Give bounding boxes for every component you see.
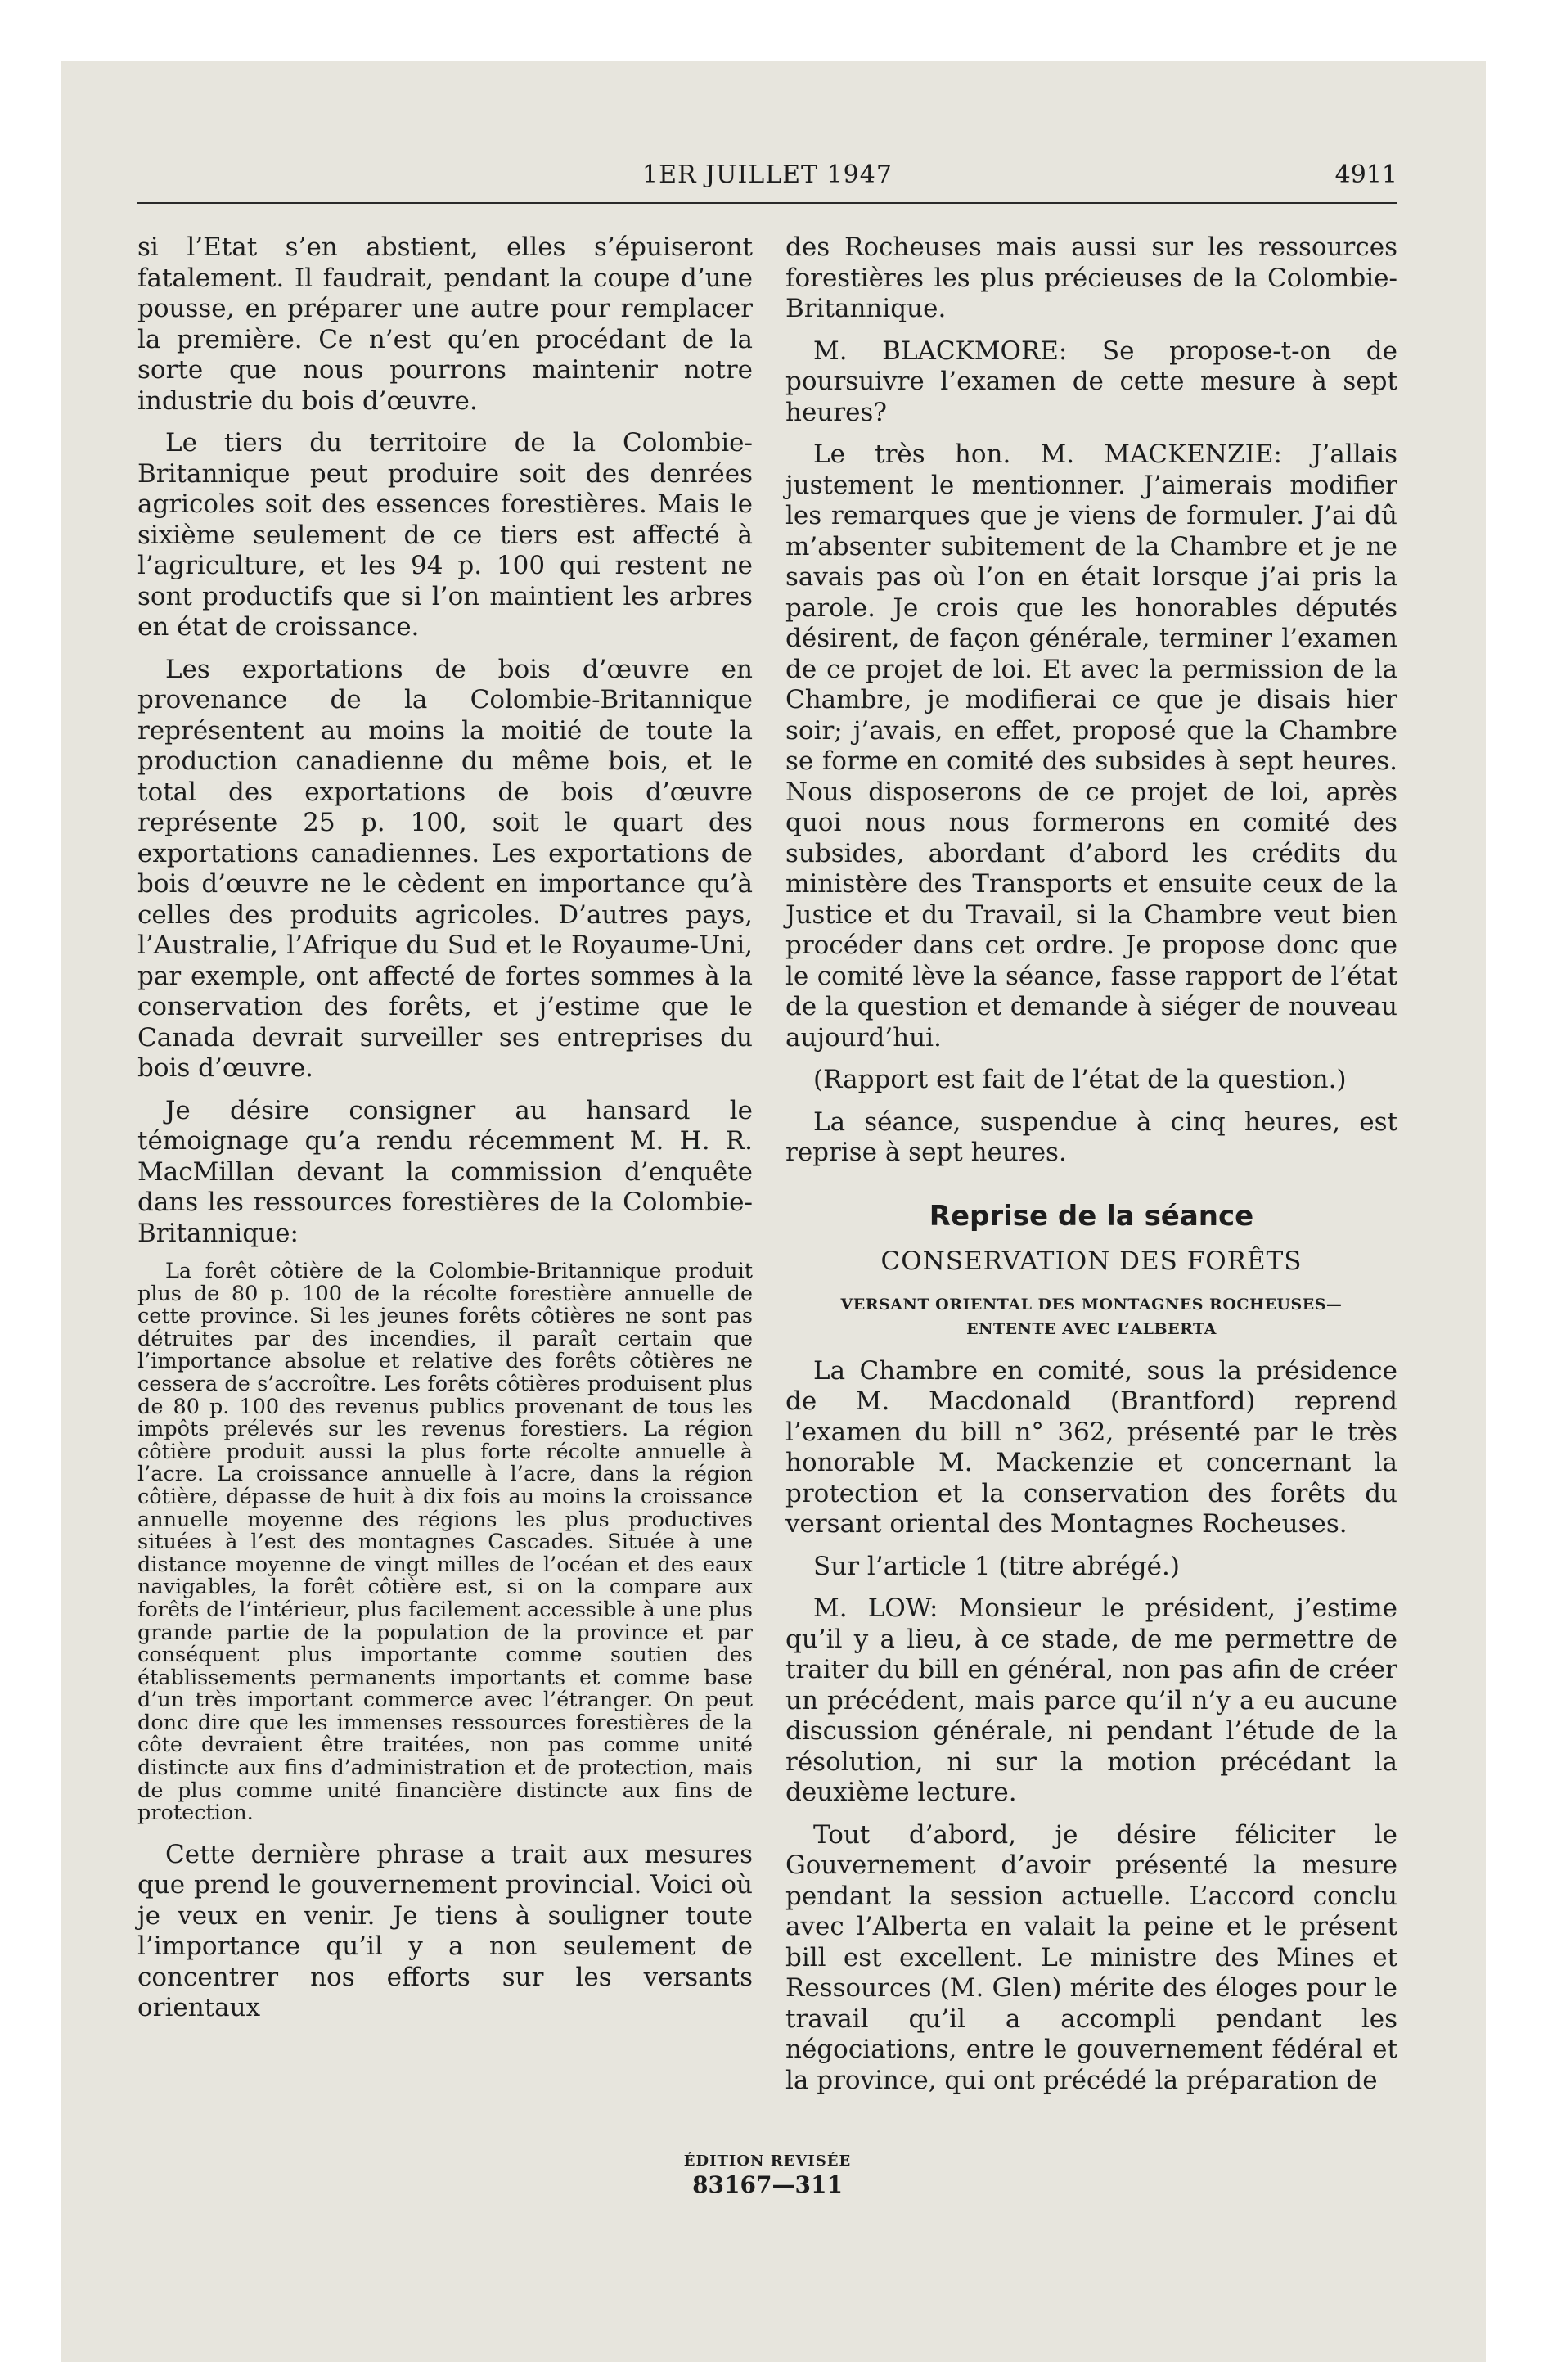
page-footer bbox=[137, 2152, 1397, 2198]
paragraph: Je désire consigner au hansard le témoignage qu’a rendu récemment M. H. R. MacMillan devant la commission d’enquête dans les ressources forestières de la Colombie-Britannique: bbox=[137, 1095, 753, 1248]
paragraph: Les exportations de bois d’œuvre en provenance de la Colombie-Britannique représentent au moins la moitié de toute la production canadienne du même bois, et le total des exportations de bois d’œuvre représente 25 p. 100, soit le quart des exportations canadiennes. Les exportations de bois d’œuvre ne le cèdent en importance qu’à celles des produits agricoles. D’autres pays, l’Australie, l’Afrique du Sud et le Royaume-Uni, par exemple, ont affecté de fortes sommes à la conservation des forêts, et j’estime que le Canada devrait surveiller ses entreprises du bois d’œuvre. bbox=[137, 654, 753, 1083]
paragraph: M. BLACKMORE: Se propose-t-on de poursuivre l’examen de cette mesure à sept heures? bbox=[785, 336, 1397, 427]
page-date: 1ER JUILLET 1947 bbox=[642, 160, 893, 189]
page-header bbox=[137, 152, 1397, 201]
paragraph: La Chambre en comité, sous la présidence de M. Macdonald (Brantford) reprend l’examen du bill n° 362, présenté par le très honorable M. Mackenzie et concernant la protection et la conservation des forêts du versant oriental des Montagnes Rocheuses. bbox=[785, 1355, 1397, 1539]
paragraph: Le très hon. M. MACKENZIE: J’allais justement le mentionner. J’aimerais modifier les remarques que je viens de formuler. J’ai dû m’absenter subitement de la Chambre et je ne savais pas où l’on en était lorsque j’ai pris la parole. Je crois que les honorables députés désirent, de façon générale, terminer l’examen de ce projet de loi. Et avec la permission de la Chambre, je modifierai ce que je disais hier soir; j’avais, en effet, proposé que la Chambre se forme en comité des subsides à sept heures. Nous disposerons de ce projet de loi, après quoi nous nous formerons en comité des subsides, abordant d’abord les crédits du ministère des Transports et ensuite ceux de la Justice et du Travail, si la Chambre veut bien procéder dans cet ordre. Je propose donc que le comité lève la séance, fasse rapport de l’état de la question et demande à siéger de nouveau aujourd’hui. bbox=[785, 439, 1397, 1053]
paragraph: si l’Etat s’en abstient, elles s’épuiseront fatalement. Il faudrait, pendant la coupe d’une pousse, en préparer une autre pour remplacer la première. Ce n’est qu’en procédant de la sorte que nous pourrons maintenir notre industrie du bois d’œuvre. bbox=[137, 232, 753, 416]
sub-heading-line: VERSANT ORIENTAL DES MONTAGNES ROCHEUSES— bbox=[840, 1295, 1343, 1314]
paragraph: (Rapport est fait de l’état de la question.) bbox=[813, 1065, 1347, 1094]
paragraph: Sur l’article 1 (titre abrégé.) bbox=[813, 1551, 1180, 1581]
paragraph: Tout d’abord, je désire féliciter le Gouvernement d’avoir présenté la mesure pendant la session actuelle. L’accord conclu avec l’Alberta en valait la peine et le présent bill est excellent. Le ministre des Mines et Ressources (M. Glen) mérite des éloges pour le travail qu’il a accompli pendant les négociations, entre le gouvernement fédéral et la province, qui ont précédé la préparation de bbox=[785, 1819, 1397, 2095]
left-column bbox=[137, 232, 753, 2035]
paragraph: La séance, suspendue à cinq heures, est reprise à sept heures. bbox=[785, 1107, 1397, 1167]
paragraph: Le tiers du territoire de la Colombie-Britannique peut produire soit des denrées agricoles soit des essences forestières. Mais le sixième seulement de ce tiers est affecté à l’agriculture, et les 94 p. 100 qui restent ne sont productifs que si l’on maintient les arbres en état de croissance. bbox=[137, 428, 753, 642]
section-heading: Reprise de la séance bbox=[929, 1199, 1254, 1233]
page-number: 4911 bbox=[1334, 160, 1397, 189]
paragraph: des Rocheuses mais aussi sur les ressources forestières les plus précieuses de la Colombie-Britannique. bbox=[785, 232, 1397, 323]
paragraph: Cette dernière phrase a trait aux mesures que prend le gouvernement provincial. Voici où je veux en venir. Je tiens à souligner toute l’importance qu’il y a non seulement de concentrer nos efforts sur les versants orientaux bbox=[137, 1839, 753, 2023]
right-column bbox=[785, 232, 1397, 2107]
edition-label: ÉDITION REVISÉE bbox=[683, 2152, 852, 2170]
paragraph: M. LOW: Monsieur le président, j’estime qu’il y a lieu, à ce stade, de me permettre de traiter du bill en général, non pas afin de créer un précédent, mais parce qu’il n’y a eu aucune discussion générale, ni pendant l’étude de la résolution, ni sur la motion précédant la deuxième lecture. bbox=[785, 1593, 1397, 1807]
quote-text: La forêt côtière de la Colombie-Britannique produit plus de 80 p. 100 de la récolte forestière annuelle de cette province. Si les jeunes forêts côtières ne sont pas détruites par des incendies, il paraît certain que l’importance absolue et relative des forêts côtières ne cessera de s’accroître. Les forêts côtières produisent plus de 80 p. 100 des revenus publics provenant de tous les impôts prélevés sur les revenus forestiers. La région côtière produit aussi la plus forte récolte annuelle à l’acre. La croissance annuelle à l’acre, dans la région côtière, dépasse de huit à dix fois au moins la croissance annuelle moyenne des régions les plus productives situées à l’est des montagnes Cascades. Située à une distance moyenne de vingt milles de l’océan et des eaux navigables, la forêt côtière est, si on la compare aux forêts de l’intérieur, plus facilement accessible à une plus grande partie de la population de la province et par conséquent plus importante comme soutien des établissements permanents importants et comme base d’un très important commerce avec l’étranger. On peut donc dire que les immenses ressources forestières de la côte devraient être traitées, non pas comme unité distincte aux fins d’administration et de protection, mais de plus comme unité financière distincte aux fins de protection. bbox=[137, 1259, 753, 1826]
sub-heading-line: ENTENTE AVEC L’ALBERTA bbox=[966, 1319, 1217, 1338]
document-number: 83167—311 bbox=[692, 2171, 843, 2198]
sub-heading bbox=[785, 1292, 1397, 1341]
header-rule bbox=[137, 202, 1397, 204]
subject-heading: CONSERVATION DES FORÊTS bbox=[880, 1246, 1303, 1276]
block-quote bbox=[137, 1260, 753, 1825]
